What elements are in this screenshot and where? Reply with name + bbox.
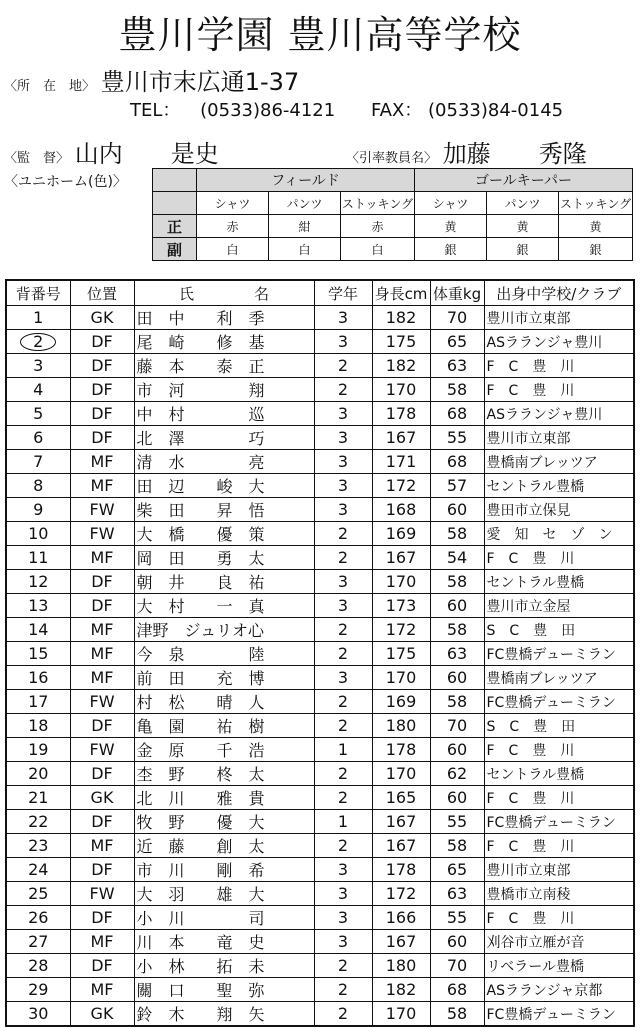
cell-position: FW	[70, 522, 134, 546]
cell-name: 田 辺 峻 大	[134, 474, 314, 498]
cell-club: F C 豊 川	[484, 546, 634, 570]
cell-height: 172	[372, 618, 430, 642]
uniform-secondary-label: 副	[153, 238, 197, 261]
cell-number: 11	[6, 546, 70, 570]
cell-weight: 63	[430, 882, 484, 906]
table-row	[6, 714, 634, 738]
cell-height: 171	[372, 450, 430, 474]
table-row	[6, 546, 634, 570]
cell-height: 169	[372, 522, 430, 546]
table-row	[6, 522, 634, 546]
primary-gk-shirt: 黄	[415, 215, 487, 238]
cell-name: 小 川 司	[134, 906, 314, 930]
cell-number: 23	[6, 834, 70, 858]
primary-gk-stocking: 黄	[559, 215, 633, 238]
cell-number: 19	[6, 738, 70, 762]
cell-position: MF	[70, 978, 134, 1002]
table-row	[6, 642, 634, 666]
cell-number: 20	[6, 762, 70, 786]
cell-position: DF	[70, 906, 134, 930]
address-label: 〈所 在 地〉	[4, 79, 96, 94]
cell-grade: 3	[314, 450, 372, 474]
table-row	[6, 810, 634, 834]
table-row	[6, 978, 634, 1002]
cell-position: DF	[70, 330, 134, 354]
cell-grade: 3	[314, 666, 372, 690]
cell-position: DF	[70, 570, 134, 594]
cell-position: DF	[70, 426, 134, 450]
uniform-primary-label: 正	[153, 215, 197, 238]
secondary-gk-pants: 銀	[487, 238, 559, 261]
cell-weight: 58	[430, 522, 484, 546]
cell-name: 前 田 充 博	[134, 666, 314, 690]
cell-club: 豊川市立金屋	[484, 594, 634, 618]
cell-height: 175	[372, 330, 430, 354]
field-item-pants: パンツ	[269, 192, 341, 215]
cell-club: リベラール豊橋	[484, 954, 634, 978]
field-item-stocking: ストッキング	[341, 192, 415, 215]
gk-item-stocking: ストッキング	[559, 192, 633, 215]
cell-weight: 58	[430, 690, 484, 714]
cell-grade: 3	[314, 330, 372, 354]
cell-name: 關 口 聖 弥	[134, 978, 314, 1002]
roster-body	[6, 306, 634, 1027]
cell-weight: 68	[430, 450, 484, 474]
header-position: 位置	[70, 280, 134, 306]
cell-number: 24	[6, 858, 70, 882]
cell-club: FC豊橋デューミラン	[484, 1002, 634, 1027]
cell-weight: 58	[430, 618, 484, 642]
cell-weight: 55	[430, 810, 484, 834]
cell-height: 170	[372, 1002, 430, 1027]
cell-position: DF	[70, 762, 134, 786]
cell-name: 田 中 利 季	[134, 306, 314, 330]
teacher-name: 加藤 秀隆	[442, 140, 587, 168]
fax-label: FAX：	[370, 100, 423, 121]
table-row	[6, 834, 634, 858]
cell-position: MF	[70, 450, 134, 474]
cell-name: 市 河 翔	[134, 378, 314, 402]
cell-grade: 3	[314, 906, 372, 930]
manager-name: 山内 是史	[74, 140, 219, 168]
cell-club: S C 豊 田	[484, 618, 634, 642]
cell-height: 175	[372, 642, 430, 666]
uniform-table	[152, 168, 633, 261]
primary-field-stocking: 赤	[341, 215, 415, 238]
cell-club: 刈谷市立雁が音	[484, 930, 634, 954]
cell-grade: 3	[314, 570, 372, 594]
manager-row	[4, 134, 219, 169]
cell-grade: 3	[314, 882, 372, 906]
cell-number: 6	[6, 426, 70, 450]
cell-grade: 2	[314, 618, 372, 642]
cell-weight: 57	[430, 474, 484, 498]
cell-number: 30	[6, 1002, 70, 1027]
cell-height: 180	[372, 714, 430, 738]
cell-weight: 54	[430, 546, 484, 570]
cell-weight: 68	[430, 978, 484, 1002]
cell-name: 村 松 晴 人	[134, 690, 314, 714]
header-number: 背番号	[6, 280, 70, 306]
cell-number	[6, 330, 70, 354]
cell-club: FC豊橋デューミラン	[484, 690, 634, 714]
cell-grade: 2	[314, 690, 372, 714]
table-row	[6, 402, 634, 426]
cell-height: 169	[372, 690, 430, 714]
address-value: 豊川市末広通1-37	[100, 68, 300, 96]
secondary-field-shirt: 白	[197, 238, 269, 261]
cell-grade: 3	[314, 498, 372, 522]
cell-name: 中 村 巡	[134, 402, 314, 426]
cell-number: 10	[6, 522, 70, 546]
cell-height: 167	[372, 930, 430, 954]
header-height: 身長cm	[372, 280, 430, 306]
gk-item-shirt: シャツ	[415, 192, 487, 215]
teacher-label: 〈引率教員名〉	[346, 151, 438, 166]
cell-club: セントラル豊橋	[484, 762, 634, 786]
uniform-label: 〈ユニホーム(色)〉	[4, 174, 127, 190]
cell-position: DF	[70, 714, 134, 738]
cell-club: セントラル豊橋	[484, 570, 634, 594]
cell-height: 168	[372, 498, 430, 522]
table-row	[6, 450, 634, 474]
cell-number: 17	[6, 690, 70, 714]
secondary-field-pants: 白	[269, 238, 341, 261]
cell-weight: 55	[430, 426, 484, 450]
cell-club: ASラランジャ豊川	[484, 330, 634, 354]
cell-name: 今 泉 陸	[134, 642, 314, 666]
cell-number: 21	[6, 786, 70, 810]
cell-position: GK	[70, 306, 134, 330]
table-row	[6, 498, 634, 522]
cell-number: 3	[6, 354, 70, 378]
uniform-corner-2	[153, 192, 197, 215]
table-row	[6, 762, 634, 786]
secondary-field-stocking: 白	[341, 238, 415, 261]
cell-number: 14	[6, 618, 70, 642]
cell-weight: 70	[430, 954, 484, 978]
cell-number: 1	[6, 306, 70, 330]
cell-number: 27	[6, 930, 70, 954]
cell-grade: 2	[314, 978, 372, 1002]
primary-gk-pants: 黄	[487, 215, 559, 238]
cell-grade: 2	[314, 642, 372, 666]
cell-number: 5	[6, 402, 70, 426]
cell-grade: 3	[314, 402, 372, 426]
contact-row	[130, 96, 563, 122]
cell-height: 165	[372, 786, 430, 810]
cell-position: FW	[70, 690, 134, 714]
cell-position: DF	[70, 954, 134, 978]
cell-height: 172	[372, 882, 430, 906]
cell-grade: 2	[314, 354, 372, 378]
cell-weight: 58	[430, 1002, 484, 1027]
primary-field-shirt: 赤	[197, 215, 269, 238]
cell-weight: 65	[430, 858, 484, 882]
cell-grade: 3	[314, 474, 372, 498]
cell-number: 8	[6, 474, 70, 498]
cell-height: 172	[372, 474, 430, 498]
cell-weight: 63	[430, 642, 484, 666]
cell-position: DF	[70, 402, 134, 426]
cell-club: 豊川市立東部	[484, 306, 634, 330]
cell-club: ASラランジャ京都	[484, 978, 634, 1002]
cell-height: 173	[372, 594, 430, 618]
cell-name: 柴 田 昇 悟	[134, 498, 314, 522]
cell-grade: 3	[314, 306, 372, 330]
cell-position: MF	[70, 930, 134, 954]
cell-grade: 2	[314, 762, 372, 786]
cell-grade: 2	[314, 1002, 372, 1027]
header-weight: 体重kg	[430, 280, 484, 306]
cell-club: 豊橋南ブレッツア	[484, 666, 634, 690]
cell-grade: 1	[314, 810, 372, 834]
table-row	[6, 594, 634, 618]
cell-position: DF	[70, 354, 134, 378]
cell-height: 170	[372, 378, 430, 402]
manager-label: 〈監 督〉	[4, 151, 70, 166]
table-row	[6, 378, 634, 402]
table-row	[6, 930, 634, 954]
tel-label: TEL：	[130, 100, 181, 121]
cell-height: 167	[372, 426, 430, 450]
table-row	[6, 306, 634, 330]
cell-name: 岡 田 勇 太	[134, 546, 314, 570]
table-row	[6, 1002, 634, 1027]
cell-number: 26	[6, 906, 70, 930]
cell-position: DF	[70, 858, 134, 882]
cell-club: 豊田市立保見	[484, 498, 634, 522]
table-row	[6, 570, 634, 594]
cell-weight: 55	[430, 906, 484, 930]
cell-weight: 70	[430, 714, 484, 738]
table-row	[6, 666, 634, 690]
field-header: フィールド	[197, 169, 415, 192]
cell-number: 16	[6, 666, 70, 690]
cell-name: 朝 井 良 祐	[134, 570, 314, 594]
cell-weight: 68	[430, 402, 484, 426]
cell-weight: 60	[430, 498, 484, 522]
secondary-gk-shirt: 銀	[415, 238, 487, 261]
cell-number: 15	[6, 642, 70, 666]
cell-name: 鈴 木 翔 矢	[134, 1002, 314, 1027]
roster-header-row	[6, 280, 634, 306]
cell-weight: 58	[430, 834, 484, 858]
cell-name: 北 川 雅 貴	[134, 786, 314, 810]
cell-name: 小 林 拓 未	[134, 954, 314, 978]
table-row	[6, 906, 634, 930]
cell-height: 170	[372, 570, 430, 594]
cell-name: 津野 ジュリオ心	[134, 618, 314, 642]
cell-position: FW	[70, 882, 134, 906]
cell-position: FW	[70, 498, 134, 522]
cell-weight: 65	[430, 330, 484, 354]
cell-grade: 2	[314, 954, 372, 978]
cell-weight: 60	[430, 594, 484, 618]
cell-name: 大 羽 雄 大	[134, 882, 314, 906]
header-name: 氏 名	[134, 280, 314, 306]
cell-club: 豊川市立東部	[484, 426, 634, 450]
cell-club: ASラランジャ豊川	[484, 402, 634, 426]
table-row	[6, 786, 634, 810]
cell-number: 18	[6, 714, 70, 738]
gk-item-pants: パンツ	[487, 192, 559, 215]
cell-name: 金 原 千 浩	[134, 738, 314, 762]
table-row	[6, 954, 634, 978]
cell-club: FC豊橋デューミラン	[484, 810, 634, 834]
cell-grade: 2	[314, 546, 372, 570]
cell-grade: 2	[314, 714, 372, 738]
cell-height: 178	[372, 858, 430, 882]
tel-value: (0533)86-4121	[200, 100, 336, 121]
cell-club: 愛 知 セ ゾ ン	[484, 522, 634, 546]
cell-grade: 2	[314, 378, 372, 402]
cell-height: 182	[372, 354, 430, 378]
cell-position: MF	[70, 546, 134, 570]
address-row	[4, 62, 299, 97]
cell-name: 藤 本 泰 正	[134, 354, 314, 378]
cell-position: MF	[70, 642, 134, 666]
cell-number: 12	[6, 570, 70, 594]
teacher-row	[346, 134, 587, 169]
primary-field-pants: 紺	[269, 215, 341, 238]
table-row	[6, 738, 634, 762]
cell-name: 大 橋 優 策	[134, 522, 314, 546]
cell-grade: 3	[314, 930, 372, 954]
fax-value: (0533)84-0145	[428, 100, 564, 121]
table-row	[6, 474, 634, 498]
captain-mark: 2	[20, 333, 56, 351]
header-club: 出身中学校/クラブ	[484, 280, 634, 306]
cell-number: 7	[6, 450, 70, 474]
cell-height: 180	[372, 954, 430, 978]
cell-number: 13	[6, 594, 70, 618]
cell-height: 182	[372, 978, 430, 1002]
cell-position: GK	[70, 786, 134, 810]
cell-weight: 70	[430, 306, 484, 330]
cell-position: MF	[70, 834, 134, 858]
cell-weight: 58	[430, 570, 484, 594]
cell-grade: 1	[314, 738, 372, 762]
cell-club: FC豊橋デューミラン	[484, 642, 634, 666]
cell-number: 28	[6, 954, 70, 978]
cell-height: 167	[372, 834, 430, 858]
cell-club: 豊橋市立南稜	[484, 882, 634, 906]
cell-height: 178	[372, 402, 430, 426]
cell-grade: 3	[314, 426, 372, 450]
cell-weight: 60	[430, 786, 484, 810]
cell-club: セントラル豊橋	[484, 474, 634, 498]
cell-height: 166	[372, 906, 430, 930]
cell-weight: 60	[430, 738, 484, 762]
cell-position: FW	[70, 738, 134, 762]
roster-table	[5, 279, 635, 1027]
cell-height: 178	[372, 738, 430, 762]
cell-height: 182	[372, 306, 430, 330]
cell-position: DF	[70, 594, 134, 618]
cell-grade: 2	[314, 786, 372, 810]
cell-name: 北 澤 巧	[134, 426, 314, 450]
cell-club: F C 豊 川	[484, 786, 634, 810]
cell-club: F C 豊 川	[484, 738, 634, 762]
table-row	[6, 426, 634, 450]
cell-height: 167	[372, 810, 430, 834]
cell-club: F C 豊 川	[484, 354, 634, 378]
table-row	[6, 354, 634, 378]
cell-club: 豊橋南ブレッツア	[484, 450, 634, 474]
header-grade: 学年	[314, 280, 372, 306]
cell-number: 22	[6, 810, 70, 834]
field-item-shirt: シャツ	[197, 192, 269, 215]
cell-height: 170	[372, 666, 430, 690]
cell-name: 市 川 剛 希	[134, 858, 314, 882]
page-title: 豊川学園 豊川高等学校	[118, 13, 522, 57]
cell-grade: 3	[314, 594, 372, 618]
cell-name: 大 村 一 真	[134, 594, 314, 618]
table-row	[6, 858, 634, 882]
cell-number: 4	[6, 378, 70, 402]
cell-weight: 63	[430, 354, 484, 378]
cell-club: F C 豊 川	[484, 834, 634, 858]
uniform-corner	[153, 169, 197, 192]
table-row	[6, 690, 634, 714]
cell-position: MF	[70, 474, 134, 498]
cell-weight: 62	[430, 762, 484, 786]
cell-name: 川 本 竜 史	[134, 930, 314, 954]
cell-position: MF	[70, 618, 134, 642]
cell-club: S C 豊 田	[484, 714, 634, 738]
cell-position: GK	[70, 1002, 134, 1027]
cell-name: 清 水 亮	[134, 450, 314, 474]
cell-number: 29	[6, 978, 70, 1002]
cell-position: MF	[70, 666, 134, 690]
cell-club: F C 豊 川	[484, 378, 634, 402]
cell-weight: 60	[430, 666, 484, 690]
cell-position: DF	[70, 810, 134, 834]
cell-number: 25	[6, 882, 70, 906]
cell-height: 167	[372, 546, 430, 570]
cell-name: 杢 野 柊 太	[134, 762, 314, 786]
cell-weight: 60	[430, 930, 484, 954]
cell-number: 9	[6, 498, 70, 522]
table-row	[6, 330, 634, 354]
cell-name: 牧 野 優 大	[134, 810, 314, 834]
cell-name: 亀 園 祐 樹	[134, 714, 314, 738]
cell-height: 170	[372, 762, 430, 786]
cell-grade: 3	[314, 858, 372, 882]
cell-position: DF	[70, 378, 134, 402]
cell-name: 尾 崎 修 基	[134, 330, 314, 354]
gk-header: ゴールキーパー	[415, 169, 633, 192]
table-row	[6, 618, 634, 642]
cell-club: F C 豊 川	[484, 906, 634, 930]
cell-grade: 2	[314, 522, 372, 546]
cell-club: 豊川市立東部	[484, 858, 634, 882]
table-row	[6, 882, 634, 906]
secondary-gk-stocking: 銀	[559, 238, 633, 261]
cell-name: 近 藤 創 太	[134, 834, 314, 858]
cell-grade: 2	[314, 834, 372, 858]
cell-weight: 58	[430, 378, 484, 402]
